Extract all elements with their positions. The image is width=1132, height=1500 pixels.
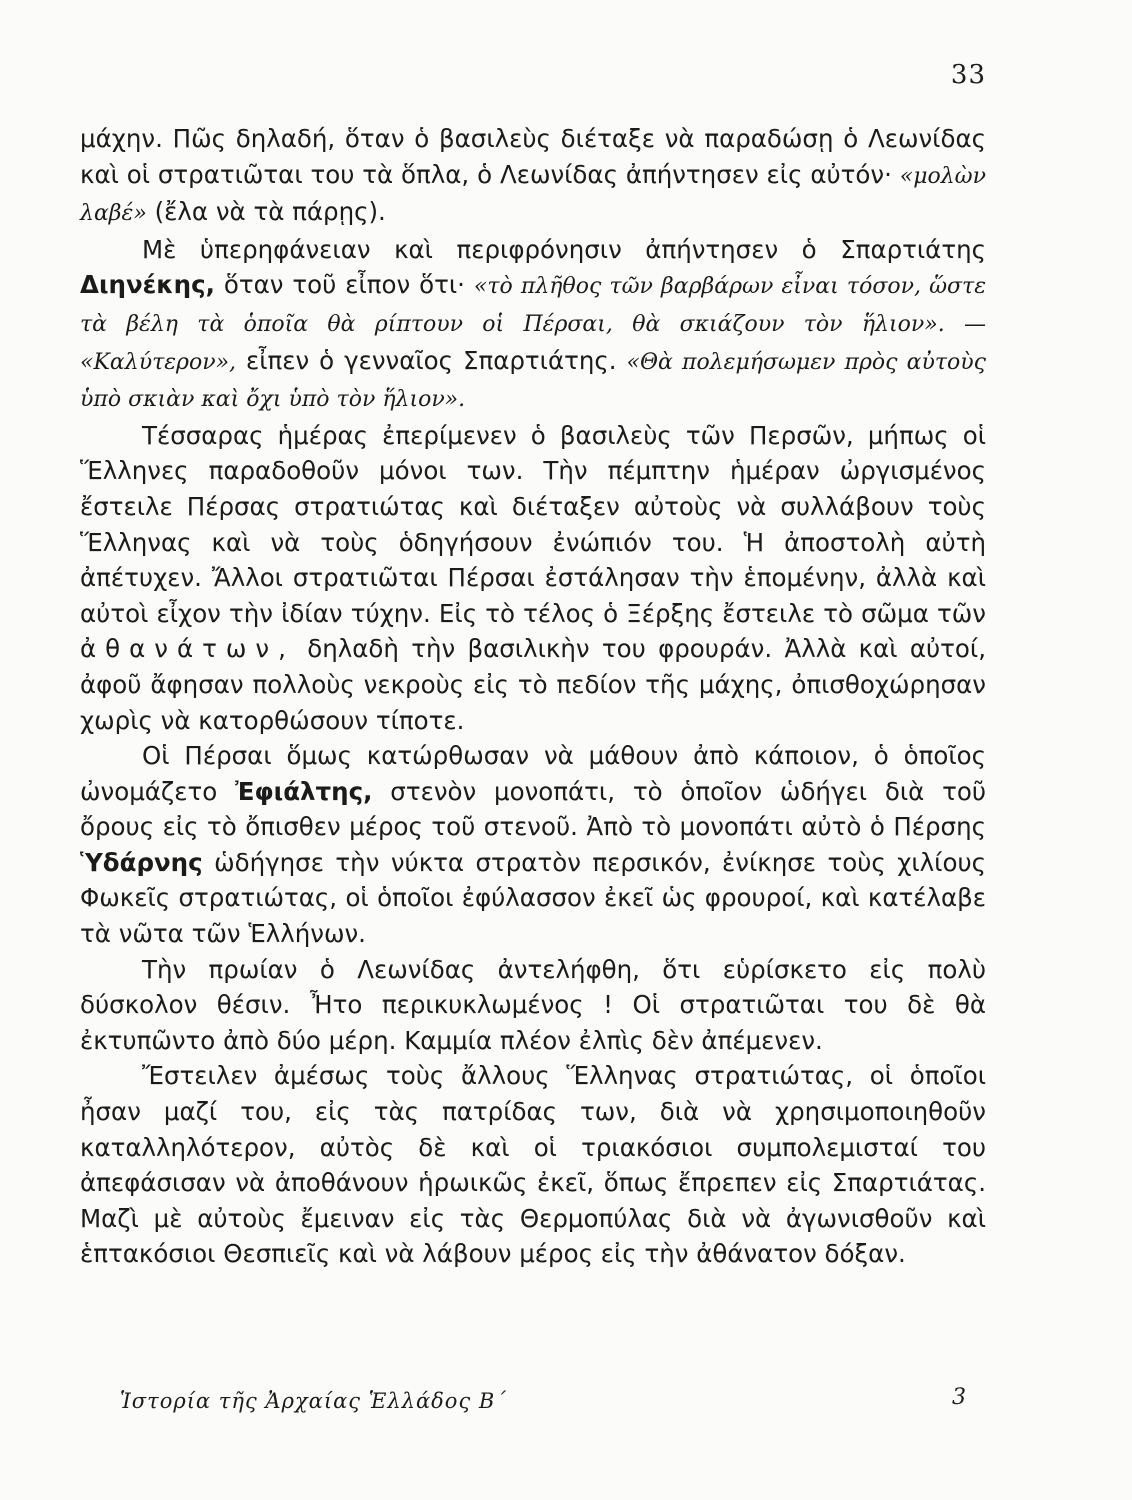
paragraph-text: ὅταν τοῦ εἶπον ὅτι· — [223, 270, 465, 300]
paragraph-text: Ἔστειλεν ἀμέσως τοὺς ἄλλους Ἕλληνας στρατιώτας, οἱ ὁποῖοι ἦσαν μαζί του, εἰς τὰς πατρίδας των, διὰ νὰ χρησιμοποιηθοῦν καταλληλότερον, αὐτὸς δὲ καὶ οἱ τριακόσιοι συμπολεμισταί του ἀπεφάσισαν νὰ ἀποθάνουν ἡρωικῶς ἐκεῖ, ὅπως ἔπρεπεν εἰς Σπαρτιάτας. Μαζὶ μὲ αὐτοὺς ἔμειναν εἰς τὰς Θερμοπύλας διὰ νὰ ἀγωνισθοῦν καὶ ἑπτακόσιοι Θεσπιεῖς καὶ νὰ λάβουν μέρος εἰς τὴν ἀθάνατον δόξαν. — [80, 1061, 986, 1269]
footer-signature-mark: 3 — [952, 1385, 966, 1410]
paragraph-2 — [80, 232, 986, 418]
paragraph-text: εἶπεν ὁ γενναῖος Σπαρτιάτης. — [246, 345, 617, 375]
paragraph-4 — [80, 738, 986, 952]
term-immortals: ἀθανάτων, — [80, 634, 295, 664]
quote-molon-labe: «μολὼν λαβέ» — [80, 163, 986, 227]
name-hydarnes: Ὑδάρνης — [80, 847, 203, 877]
paragraph-text: ὡδήγησε τὴν νύκτα στρατὸν περσικόν, ἐνίκησε τοὺς χιλίους Φωκεῖς στρατιώτας, οἱ ὁποῖοι ἐφύλασσον ἐκεῖ ὡς φρουροί, καὶ κατέλαβε τὰ νῶτα τῶν Ἑλλήνων. — [80, 847, 986, 949]
paragraph-1 — [80, 121, 986, 232]
paragraph-5 — [80, 952, 986, 1059]
name-dienekes: Διηνέκης, — [80, 270, 215, 300]
footer-book-title: Ἱστορία τῆς Ἀρχαίας Ἑλλάδος Β΄ — [120, 1389, 507, 1413]
paragraph-text: Τέσσαρας ἡμέρας ἐπερίμενεν ὁ βασιλεὺς τῶν Περσῶν, μήπως οἱ Ἕλληνες παραδοθοῦν μόνοι των. Τὴν πέμπτην ἡμέραν ὠργισμένος ἔστειλε Πέρσας στρατιώτας καὶ διέταξεν αὐτοὺς νὰ συλλάβουν τοὺς Ἕλληνας καὶ νὰ τοὺς ὁδηγήσουν ἐνώπιόν του. Ἡ ἀποστολὴ αὐτὴ ἀπέτυχεν. Ἄλλοι στρατιῶται Πέρσαι ἐστάλησαν τὴν ἑπομένην, ἀλλὰ καὶ αὐτοὶ εἶχον τὴν ἰδίαν τύχην. Εἰς τὸ τέλος ὁ Ξέρξης ἔστειλε τὸ σῶμα τῶν — [80, 420, 986, 628]
page-number: 33 — [950, 60, 986, 90]
paragraph-3 — [80, 418, 986, 738]
paragraph-text: Τὴν πρωίαν ὁ Λεωνίδας ἀντελήφθη, ὅτι εὑρίσκετο εἰς πολὺ δύσκολον θέσιν. Ἦτο περικυκλωμένος ! Οἱ στρατιῶται του δὲ θὰ ἐκτυπῶντο ἀπὸ δύο μέρη. Καμμία πλέον ἐλπὶς δὲν ἀπέμενεν. — [80, 954, 986, 1055]
quote-arrows: «τὸ πλῆθος τῶν βαρβάρων εἶναι τόσον, ὥστε τὰ βέλη τὰ ὁποῖα θὰ ρίπτουν οἱ Πέρσαι, θὰ σκιάζουν τὸν ἥλιον». — «Καλύτερον», — [80, 274, 987, 375]
paragraph-text: Μὲ ὑπερηφάνειαν καὶ περιφρόνησιν ἀπήντησεν ὁ Σπαρτιάτης — [142, 234, 986, 264]
paragraph-text: στενὸν μονοπάτι, τὸ ὁποῖον ὡδήγει διὰ τοῦ ὄρους εἰς τὸ ὄπισθεν μέρος τοῦ στενοῦ. Ἀπὸ τὸ μονοπάτι αὐτὸ ὁ Πέρσης — [80, 776, 987, 842]
paragraph-text: δηλαδὴ τὴν βασιλικὴν του φρουράν. Ἀλλὰ καὶ αὐτοί, ἀφοῦ ἄφησαν πολλοὺς νεκροὺς εἰς τὸ πεδίον τῆς μάχης, ὀπισθοχώρησαν χωρὶς νὰ κατορθώσουν τίποτε. — [80, 634, 987, 735]
paragraph-text: Οἱ Πέρσαι ὅμως κατώρθωσαν νὰ μάθουν ἀπὸ κάποιον, ὁ ὁποῖος ὠνομάζετο — [80, 741, 986, 806]
quote-shade: «Θὰ πολεμήσωμεν πρὸς αὐτοὺς ὑπὸ σκιὰν καὶ ὄχι ὑπὸ τὸν ἥλιον». — [80, 349, 986, 413]
paragraph-text: μάχην. Πῶς δηλαδή, ὅταν ὁ βασιλεὺς διέταξε νὰ παραδώσῃ ὁ Λεωνίδας καὶ οἱ στρατιῶται του τὰ ὅπλα, ὁ Λεωνίδας ἀπήντησεν εἰς αὐτόν· — [80, 124, 986, 189]
paragraph-6 — [80, 1058, 986, 1272]
paragraph-text: (ἔλα νὰ τὰ πάρῃς). — [154, 197, 386, 227]
body-text — [80, 121, 986, 1272]
name-ephialtes: Ἐφιάλτης, — [235, 776, 373, 806]
